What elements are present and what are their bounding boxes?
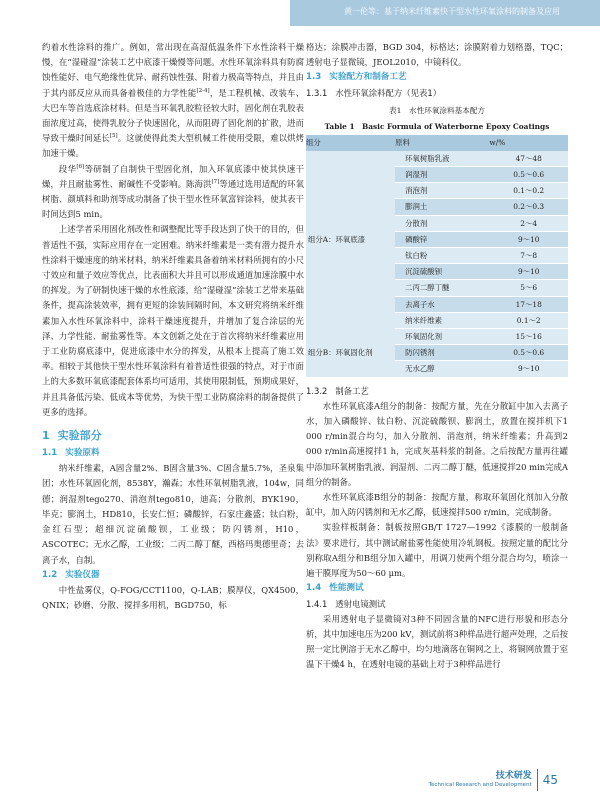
component-wt: 0.5～0.6	[489, 167, 568, 183]
footer-divider	[537, 769, 538, 791]
left-column	[42, 40, 304, 760]
component-name: 磷酸锌	[395, 231, 489, 247]
component-name: 防闪锈剂	[395, 345, 489, 361]
subsection-heading: 1.1 实验原料	[42, 448, 100, 459]
col-header-wt: w/%	[489, 135, 568, 151]
paragraph: 中性盐雾仪，Q-FOG/CCT1100，Q-LAB；膜厚仪，QX4500，QNIX；砂磨、分散、搅拌多用机，BGD750，标	[42, 584, 304, 611]
col-header-raw: 原料	[395, 135, 489, 151]
table-caption-en: Table 1 Basic Formula of Waterborne Epoxy Coatings	[324, 121, 550, 131]
page-footer	[429, 766, 558, 794]
component-wt: 47～48	[489, 151, 568, 167]
paragraph: 格达；涂膜冲击器，BGD 304，标格达；涂膜附着力划格器，TQC；透射电子显微镜，JEOL2010，中镜科仪。	[306, 42, 568, 68]
component-name: 钛白粉	[395, 248, 489, 264]
table-row	[306, 329, 568, 345]
component-name: 分散剂	[395, 215, 489, 231]
component-name: 无水乙醇	[395, 361, 489, 377]
journal-name-en: Technical Research and Development	[428, 782, 532, 788]
citation: [2-4]	[196, 87, 210, 94]
section-heading: 1 实验部分	[42, 429, 102, 443]
component-name: 沉淀硫酸钡	[395, 264, 489, 280]
component-wt: 15～16	[489, 329, 568, 345]
component-name: 去离子水	[395, 296, 489, 312]
journal-name-cn: 技术研发	[495, 771, 532, 781]
component-wt: 0.1～2	[489, 312, 568, 328]
paragraph: 采用透射电子显微镜对3种不同固含量的NFC进行形貌和形态分析，其中加速电压为200 kV，测试前将3种样品进行超声处理，之后按照一定比例溶于无水乙醇中，均匀地滴落在铜网之上，将铜网放置于室温下干燥4 h，在透射电镜的基础上对于3种样品进行	[306, 613, 568, 670]
page-number: 45	[542, 773, 558, 787]
paragraph: 上述学者采用固化剂改性和调整配比等手段达到了快干的目的，但普适性不强，实际应用存在一定困难。纳米纤维素是一类有潜力提升水性涂料干燥速度的纳米材料，纳米纤维素具备着纳米材料所拥有的小尺寸效应和量子效应等优点，比表面积大并且可以形成通道加速涂膜中水的挥发。为了研制快速干燥的水性底漆，给“湿碰湿”涂装工艺带来基础条件，提高涂装效率，拥有更短的涂装间隔时间，本文研究将纳米纤维素加入水性环氧涂料中，涂料干燥速度提升，并增加了复合涂层的光泽、力学性能、耐盐雾性等。本文创新之处在于首次将纳米纤维素应用于工业防腐底漆中，促进底漆中水分的挥发，从根本上提高了施工效率。相较于其他快干型水性环氧涂料有着普适性很强的特点，对于市面上的大多数环氧底漆配套体系均可适用，其使用限制低，预期成果好，并且具备低污染、低成本等优势，为快干型工业防腐涂料的制备提供了更多的选择。	[42, 224, 304, 417]
component-name: 润湿剂	[395, 167, 489, 183]
group-label: 组分A：环氧底漆	[306, 151, 395, 329]
running-header	[0, 0, 600, 30]
citation: [7]	[211, 179, 220, 186]
component-wt: 9～10	[489, 231, 568, 247]
table-row	[306, 151, 568, 167]
table-body-b	[306, 329, 568, 378]
subsubsection-heading: 1.3.1 水性环氧涂料配方（见表1）	[306, 87, 442, 98]
citation: [6]	[76, 163, 85, 170]
component-wt: 5～6	[489, 280, 568, 296]
group-label: 组分B：环氧固化剂	[306, 329, 395, 378]
subsection-heading: 1.3 实验配方和制备工艺	[306, 72, 407, 83]
subsection-heading: 1.4 性能测试	[306, 583, 364, 594]
component-wt: 7～8	[489, 248, 568, 264]
component-wt: 0.1～0.2	[489, 183, 568, 199]
running-title: 黄一伦等：基于纳米纤维素快干型水性环氧涂料的制备及应用	[344, 7, 560, 16]
component-name: 纳米纤维素	[395, 312, 489, 328]
component-name: 消泡剂	[395, 183, 489, 199]
component-name: 二丙二醇丁醚	[395, 280, 489, 296]
paragraph: 实验样板制备：制板按照GB/T 1727—1992《漆膜的一般制备法》要求进行，其中测试耐盐雾性能使用冷轧钢板。按照定量的配比分别称取A组分和B组分加入罐中，用调刀使两个组分混合均匀，喷涂一遍干膜厚度为50～60 μm。	[306, 522, 568, 579]
formula-table	[306, 135, 568, 378]
table-header-row	[306, 135, 568, 151]
paragraph: 水性环氧底漆A组分的制备：按配方量，先在分散缸中加入去离子水，加入磷酸锌、钛白粉、沉淀硫酸钡、膨润土，放置在搅拌机下1 000 r/min混合均匀，加入分散剂、消泡剂，纳米纤维素；升高到2 000 r/min高速搅拌1 h，完成灰基料浆的制备。之后按配方量再往罐中添加环氧树脂乳液、润湿剂、二丙二醇丁醚，低速搅拌20 min完成A组分的制备。	[306, 400, 568, 487]
component-name: 环氧树脂乳液	[395, 151, 489, 167]
subsubsection-heading: 1.4.1 透射电镜测试	[306, 598, 386, 609]
component-name: 环氧固化剂	[395, 329, 489, 345]
right-column	[306, 40, 568, 760]
component-name: 膨润土	[395, 199, 489, 215]
component-wt: 17～18	[489, 296, 568, 312]
component-wt: 2～4	[489, 215, 568, 231]
paragraph: 段华[6]等研制了自制快干型固化剂，加入环氧底漆中使其快速干燥，并且耐盐雾性、耐碱性不受影响。陈海洪[7]等通过选用适配的环氧树脂、颜填料和助剂等成功制备了快干型水性环氧富锌涂料，使其表干时间达到5 min。	[42, 163, 304, 220]
component-wt: 0.2～0.3	[489, 199, 568, 215]
paragraph: 约着水性涂料的推广。例如，常出现在高湿低温条件下水性涂料干燥慢，在“湿碰湿”涂装工艺中底漆干燥慢等问题。水性环氧涂料具有防腐蚀性能好、电气绝缘性优异、耐药蚀性强、附着力极高等特点，并且由于其内部反应从而具备着极佳的力学性能[2-4]，是工程机械、改装车、大巴车等首选底涂材料。但是当环氧乳胶粒径较大时，固化剂在乳胶表面浓度过高，使得乳胶分子快速固化，从而阻碍了固化剂的扩散，进而导致干燥时间延长[5]。这就使得此类大型机械工件使用受限，难以烘烤加速干燥。	[42, 42, 304, 159]
component-wt: 9～10	[489, 361, 568, 377]
subsection-heading: 1.2 实验仪器	[42, 569, 100, 580]
table-caption-cn: 表1 水性环氧涂料基本配方	[389, 105, 485, 115]
citation: [5]	[109, 133, 118, 140]
paragraph: 纳米纤维素，A固含量2%、B固含量3%、C固含量5.7%，圣泉集团；水性环氧固化剂，8538Y，瀚森；水性环氧树脂乳液，104w，同德；润湿剂tego270、消泡剂tego810，迪高；分散剂，BYK190，毕克；膨润土，HD810，长安仁恒；磷酸锌，石家庄鑫盛；钛白粉，金红石型；超细沉淀硫酸钡，工业级；防闪锈剂，H10，ASCOTEC；无水乙醇，工业级；二丙二醇丁醚，西格玛奥德里奇；去离子水，自制。	[42, 463, 304, 565]
subsubsection-heading: 1.3.2 制备工艺	[306, 385, 369, 396]
col-header-group: 组分	[306, 135, 395, 151]
table-body-a	[306, 151, 568, 329]
component-wt: 9～10	[489, 264, 568, 280]
paragraph: 水性环氧底漆B组分的制备：按配方量，称取环氧固化剂加入分散缸中，加入防闪锈剂和无水乙醇，低速搅拌500 r/min，完成制备。	[306, 492, 568, 518]
journal-name	[429, 771, 532, 789]
component-wt: 0.5～0.6	[489, 345, 568, 361]
